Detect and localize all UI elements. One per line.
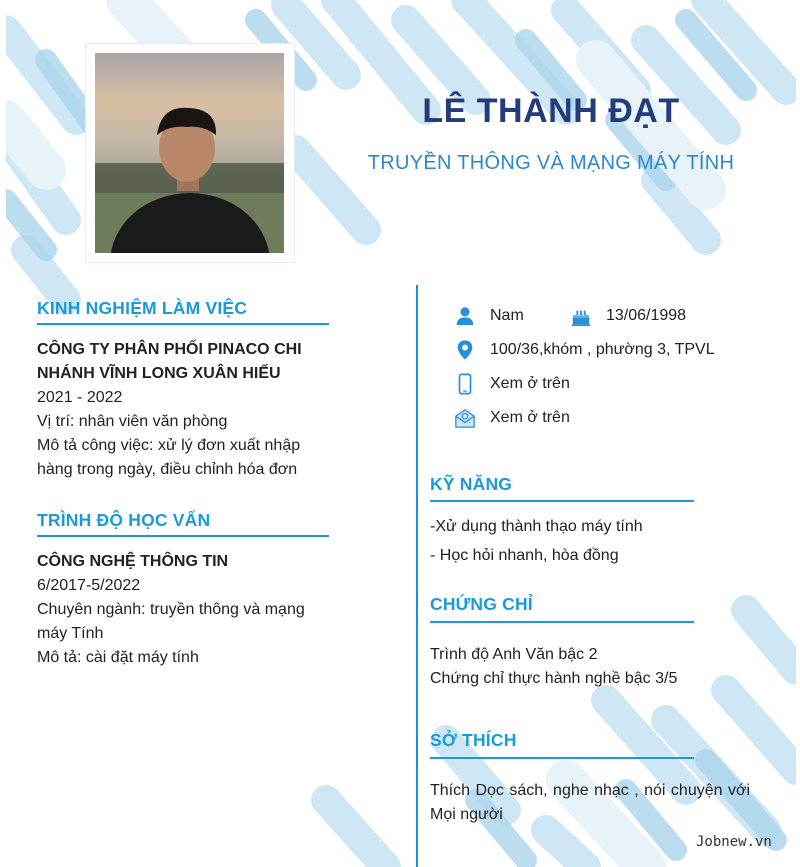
education-description: Mô tả: cài đặt máy tính xyxy=(37,649,199,666)
address-row xyxy=(454,338,715,362)
company-name-line1: CÔNG TY PHÂN PHỐI PINACO CHI xyxy=(37,341,302,358)
skills-list xyxy=(430,512,770,570)
candidate-name: LÊ THÀNH ĐẠT xyxy=(422,92,680,130)
hobbies-line2: Mọi người xyxy=(430,806,503,823)
education-heading: TRÌNH ĐỘ HỌC VẤN xyxy=(37,510,211,530)
phone-icon xyxy=(454,373,476,395)
birthday-value: 13/06/1998 xyxy=(606,307,687,324)
email-icon xyxy=(454,407,476,429)
brand-watermark: Jobnew.vn xyxy=(696,834,772,850)
address-value: 100/36,khóm , phường 3, TPVL xyxy=(490,341,715,358)
experience-divider xyxy=(37,323,329,325)
education-major-line2: máy Tính xyxy=(37,625,104,642)
user-icon xyxy=(454,305,476,327)
email-value: Xem ở trên xyxy=(490,409,570,426)
skill-item: -Xử dụng thành thạo máy tính xyxy=(430,518,643,535)
education-divider xyxy=(37,535,329,537)
candidate-title: TRUYỀN THÔNG VÀ MẠNG MÁY TÍNH xyxy=(367,152,735,174)
hobbies-text xyxy=(430,779,770,827)
hobbies-line1: Thích Dọc sách, nghe nhạc , nói chuyện với xyxy=(430,782,750,799)
education-school: CÔNG NGHỆ THÔNG TIN xyxy=(37,553,229,570)
skills-heading: KỸ NĂNG xyxy=(430,474,513,494)
certificates-list xyxy=(430,643,770,691)
certificate-item: Chứng chỉ thực hành nghề bậc 3/5 xyxy=(430,670,678,687)
experience-section xyxy=(37,338,337,482)
experience-description-line2: hàng trong ngày, điều chỉnh hóa đơn xyxy=(37,461,298,478)
experience-position: Vị trí: nhân viên văn phòng xyxy=(37,413,228,430)
experience-description-line1: Mô tả công việc: xử lý đơn xuất nhập xyxy=(37,437,301,454)
education-major-line1: Chuyên ngành: truyền thông và mạng xyxy=(37,601,305,618)
cv-page xyxy=(6,0,796,867)
certificates-heading: CHỨNG CHỈ xyxy=(430,594,533,614)
education-period: 6/2017-5/2022 xyxy=(37,577,141,594)
gender-value: Nam xyxy=(490,307,524,324)
phone-value: Xem ở trên xyxy=(490,375,570,392)
column-divider xyxy=(416,285,418,867)
email-row xyxy=(454,406,570,430)
cake-icon xyxy=(570,305,592,327)
experience-period: 2021 - 2022 xyxy=(37,389,123,406)
certificate-item: Trình độ Anh Văn bậc 2 xyxy=(430,646,598,663)
profile-photo xyxy=(95,53,284,253)
skill-item: - Học hỏi nhanh, hòa đồng xyxy=(430,547,619,564)
certificates-divider xyxy=(430,621,694,623)
skills-divider xyxy=(430,500,694,502)
company-name-line2: NHÁNH VĨNH LONG XUÂN HIẾU xyxy=(37,365,281,382)
profile-photo-frame xyxy=(86,44,294,262)
portrait-image xyxy=(95,53,284,253)
hobbies-heading: SỞ THÍCH xyxy=(430,730,517,750)
phone-row xyxy=(454,372,570,396)
hobbies-divider xyxy=(430,757,694,759)
education-section xyxy=(37,550,337,670)
location-pin-icon xyxy=(454,339,476,361)
gender-row xyxy=(454,304,686,328)
experience-heading: KINH NGHIỆM LÀM VIỆC xyxy=(37,298,248,318)
